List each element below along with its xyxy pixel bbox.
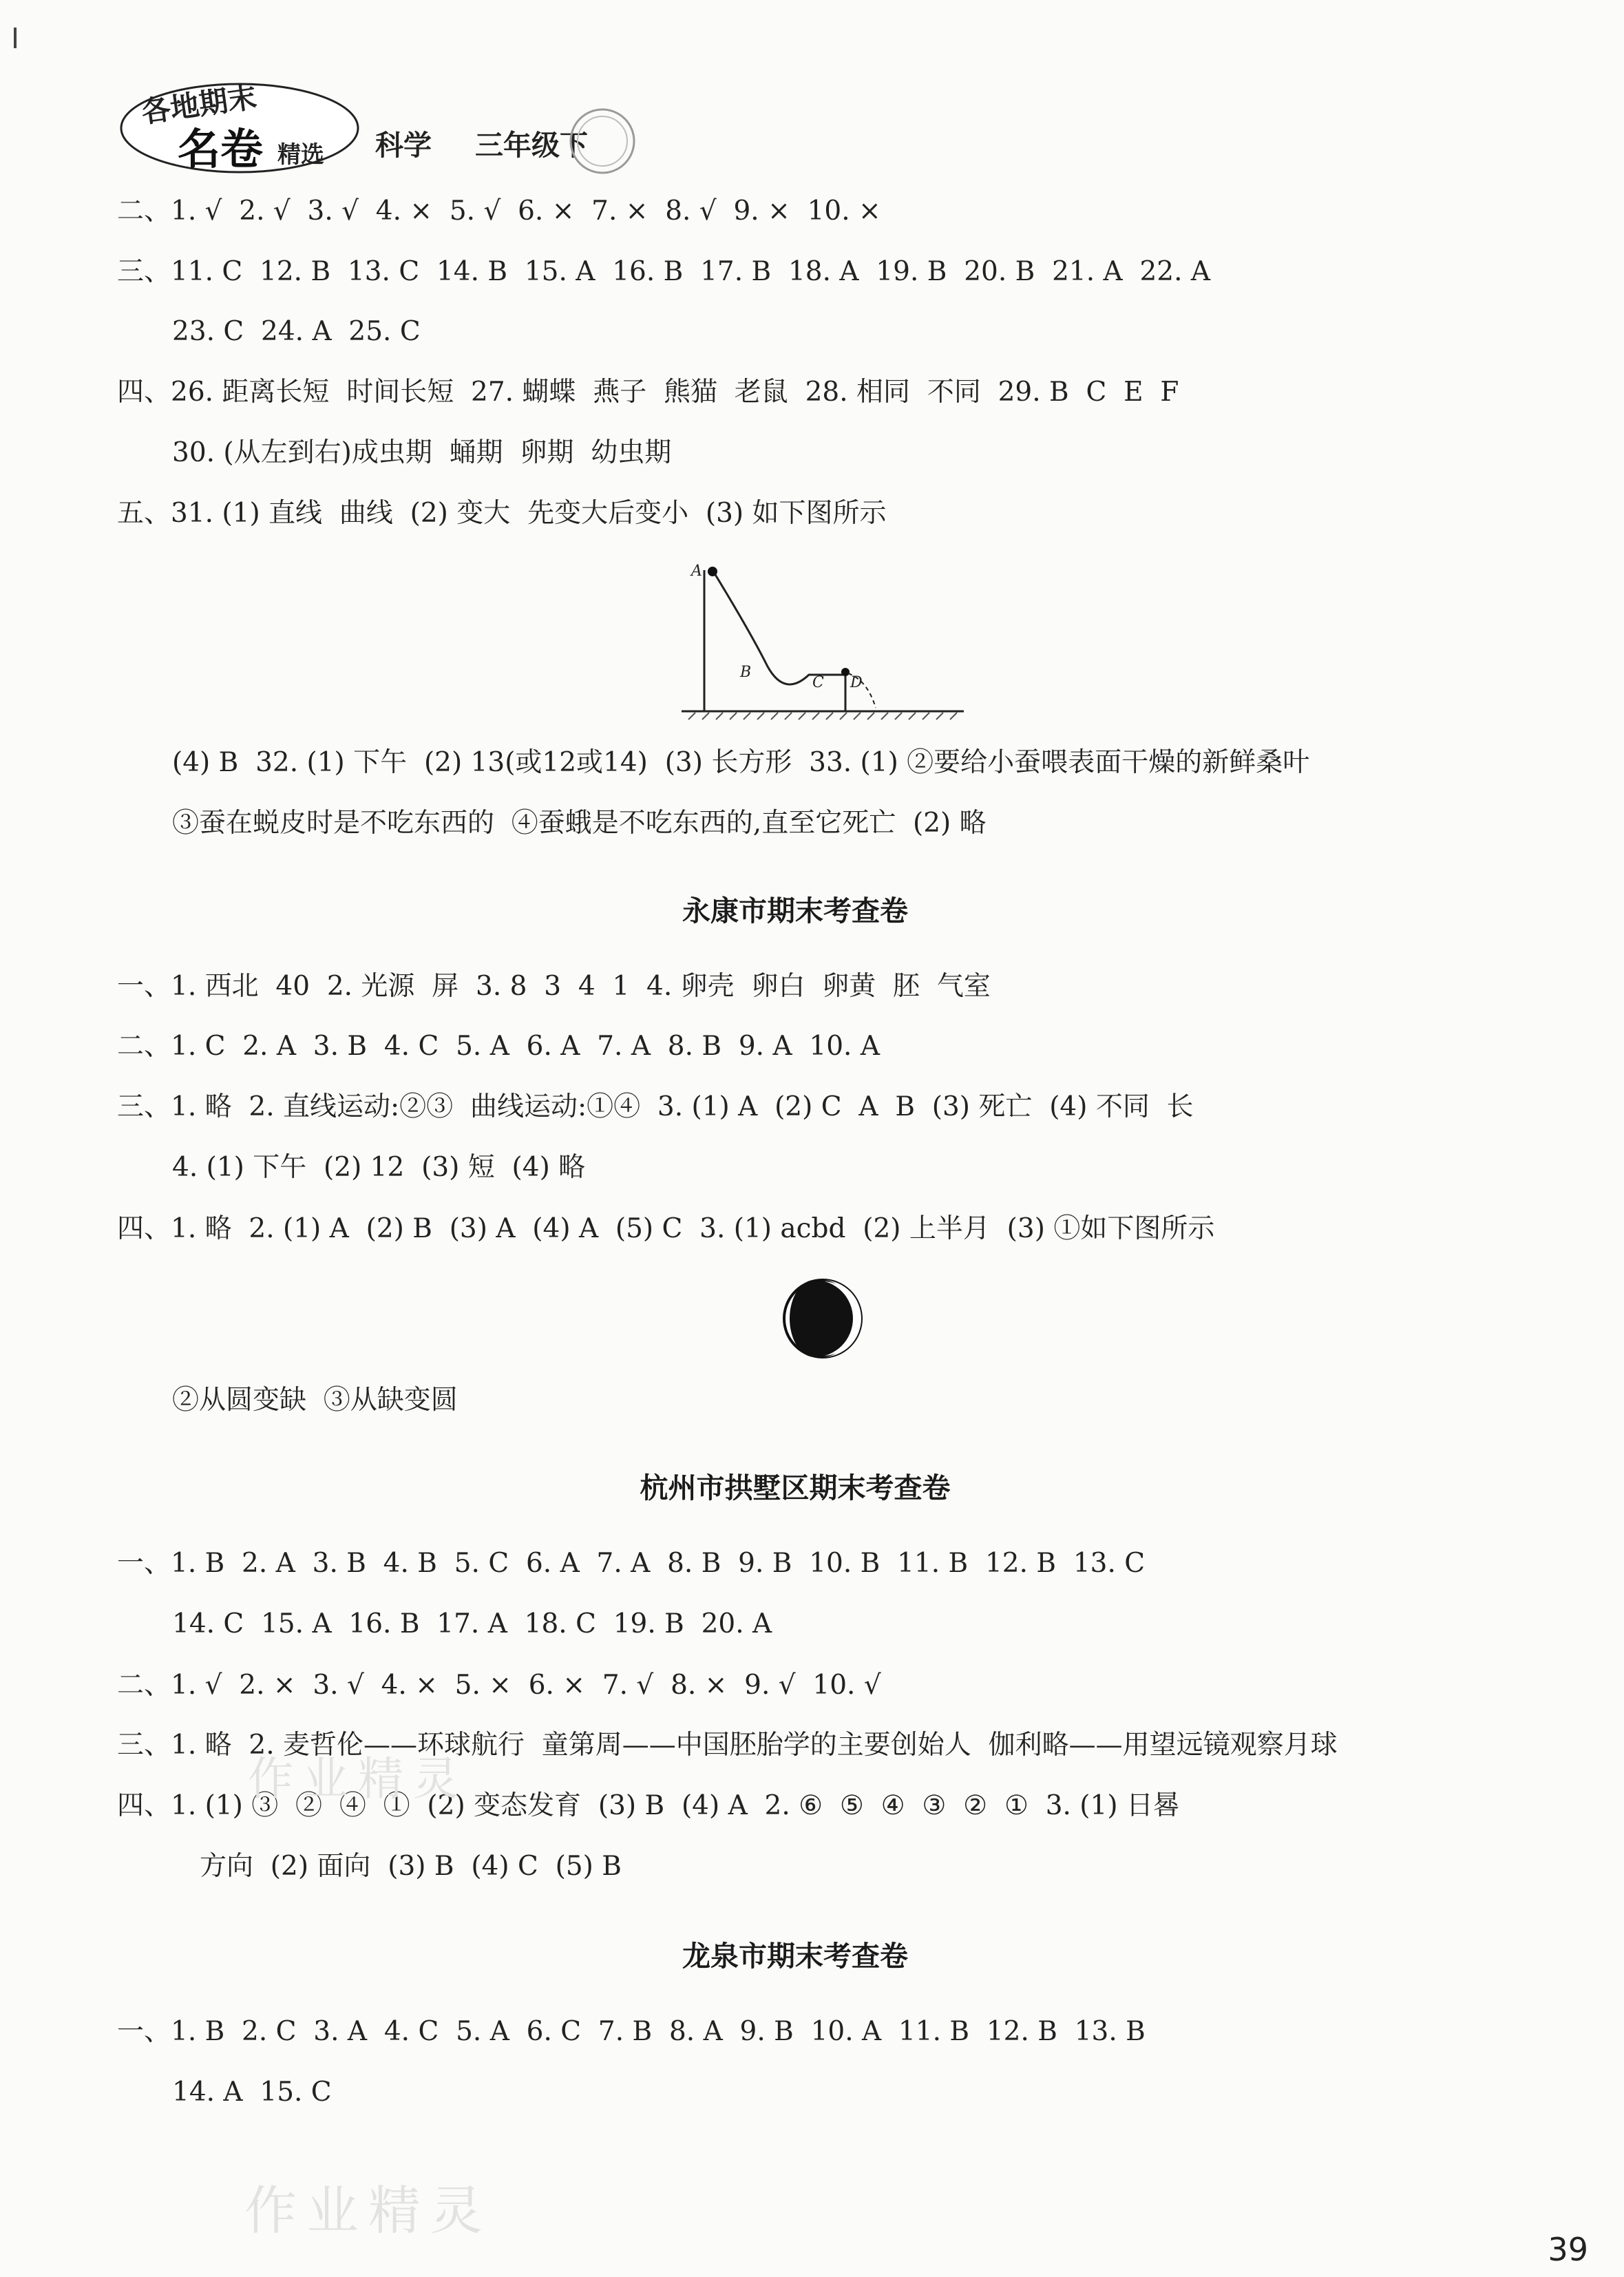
logo-text-3: 精选	[277, 141, 324, 169]
section-title: 永康市期末考查卷	[682, 894, 908, 927]
ground-hatching	[688, 713, 957, 720]
answer-line: 三、1. 略 2. 麦哲伦——环球航行 童第周——中国胚胎学的主要创始人 伽利略——用望远镜观察月球	[117, 1730, 1338, 1761]
answer-line: 14. C 15. A 16. B 17. A 18. C 19. B 20. A	[172, 1608, 772, 1639]
logo-text-1: 各地期末	[139, 79, 259, 129]
answer-line: 4. (1) 下午 (2) 12 (3) 短 (4) 略	[172, 1152, 586, 1183]
page-number: 39	[1548, 2231, 1588, 2268]
book-logo	[116, 74, 363, 178]
page-edge-mark	[14, 28, 17, 48]
grade-label: 三年级下	[475, 129, 588, 162]
logo-text-2: 名卷	[178, 124, 264, 174]
label-b: B	[740, 664, 752, 681]
answer-line: 三、11. C 12. B 13. C 14. B 15. A 16. B 17. B 18. A 19. B 20. B 21. A 22. A	[117, 256, 1211, 287]
answer-line: 二、1. √ 2. √ 3. √ 4. × 5. √ 6. × 7. × 8. √ 9. × 10. ×	[117, 196, 881, 227]
answer-line: 三、1. 略 2. 直线运动:②③ 曲线运动:①④ 3. (1) A (2) C A B (3) 死亡 (4) 不同 长	[117, 1091, 1194, 1122]
answer-line: 四、1. 略 2. (1) A (2) B (3) A (4) A (5) C 3. (1) acbd (2) 上半月 (3) ①如下图所示	[117, 1213, 1215, 1244]
trajectory-figure	[675, 556, 978, 722]
answer-line: (4) B 32. (1) 下午 (2) 13(或12或14) (3) 长方形 33. (1) ②要给小蚕喂表面干燥的新鲜桑叶	[172, 747, 1310, 778]
stamp-icon	[565, 103, 640, 179]
section-title: 杭州市拱墅区期末考查卷	[640, 1471, 951, 1504]
logo-graphic	[116, 74, 363, 178]
answer-line: 一、1. 西北 40 2. 光源 屏 3. 8 3 4 1 4. 卵壳 卵白 卵黄 胚 气室	[117, 971, 991, 1002]
track-curve	[713, 570, 845, 711]
answer-line: 二、1. √ 2. × 3. √ 4. × 5. × 6. × 7. √ 8. × 9. √ 10. √	[117, 1670, 881, 1701]
answer-line: ②从圆变缺 ③从缺变圆	[172, 1385, 458, 1416]
answer-line: 23. C 24. A 25. C	[172, 316, 421, 347]
label-d: D	[850, 674, 863, 691]
answer-line: ③蚕在蜕皮时是不吃东西的 ④蚕蛾是不吃东西的,直至它死亡 (2) 略	[172, 808, 987, 839]
label-c: C	[812, 674, 824, 691]
watermark: 作业精灵	[248, 1752, 468, 1805]
answer-line: 四、26. 距离长短 时间长短 27. 蝴蝶 燕子 熊猫 老鼠 28. 相同 不同 29. B C E F	[117, 377, 1179, 408]
answer-line: 30. (从左到右)成虫期 蛹期 卵期 幼虫期	[172, 437, 672, 468]
watermark: 作业精灵	[244, 2180, 492, 2241]
answer-line: 五、31. (1) 直线 曲线 (2) 变大 先变大后变小 (3) 如下图所示	[117, 498, 887, 529]
ball-end	[841, 668, 850, 676]
subject-label: 科学	[375, 129, 432, 162]
answer-line: 一、1. B 2. C 3. A 4. C 5. A 6. C 7. B 8. A 9. B 10. A 11. B 12. B 13. B	[117, 2016, 1146, 2047]
answer-line: 方向 (2) 面向 (3) B (4) C (5) B	[200, 1851, 622, 1882]
answer-line: 二、1. C 2. A 3. B 4. C 5. A 6. A 7. A 8. B 9. A 10. A	[117, 1031, 880, 1062]
ball-start	[708, 567, 717, 576]
answer-line: 14. A 15. C	[172, 2077, 332, 2108]
answer-line: 四、1. (1) ③ ② ④ ① (2) 变态发育 (3) B (4) A 2. ⑥ ⑤ ④ ③ ② ① 3. (1) 日晷	[117, 1790, 1180, 1821]
label-a: A	[691, 563, 702, 580]
answer-line: 一、1. B 2. A 3. B 4. B 5. C 6. A 7. A 8. B 9. B 10. B 11. B 12. B 13. C	[117, 1548, 1146, 1579]
moon-phase-figure	[778, 1274, 867, 1363]
section-title: 龙泉市期末考查卷	[682, 1940, 908, 1973]
